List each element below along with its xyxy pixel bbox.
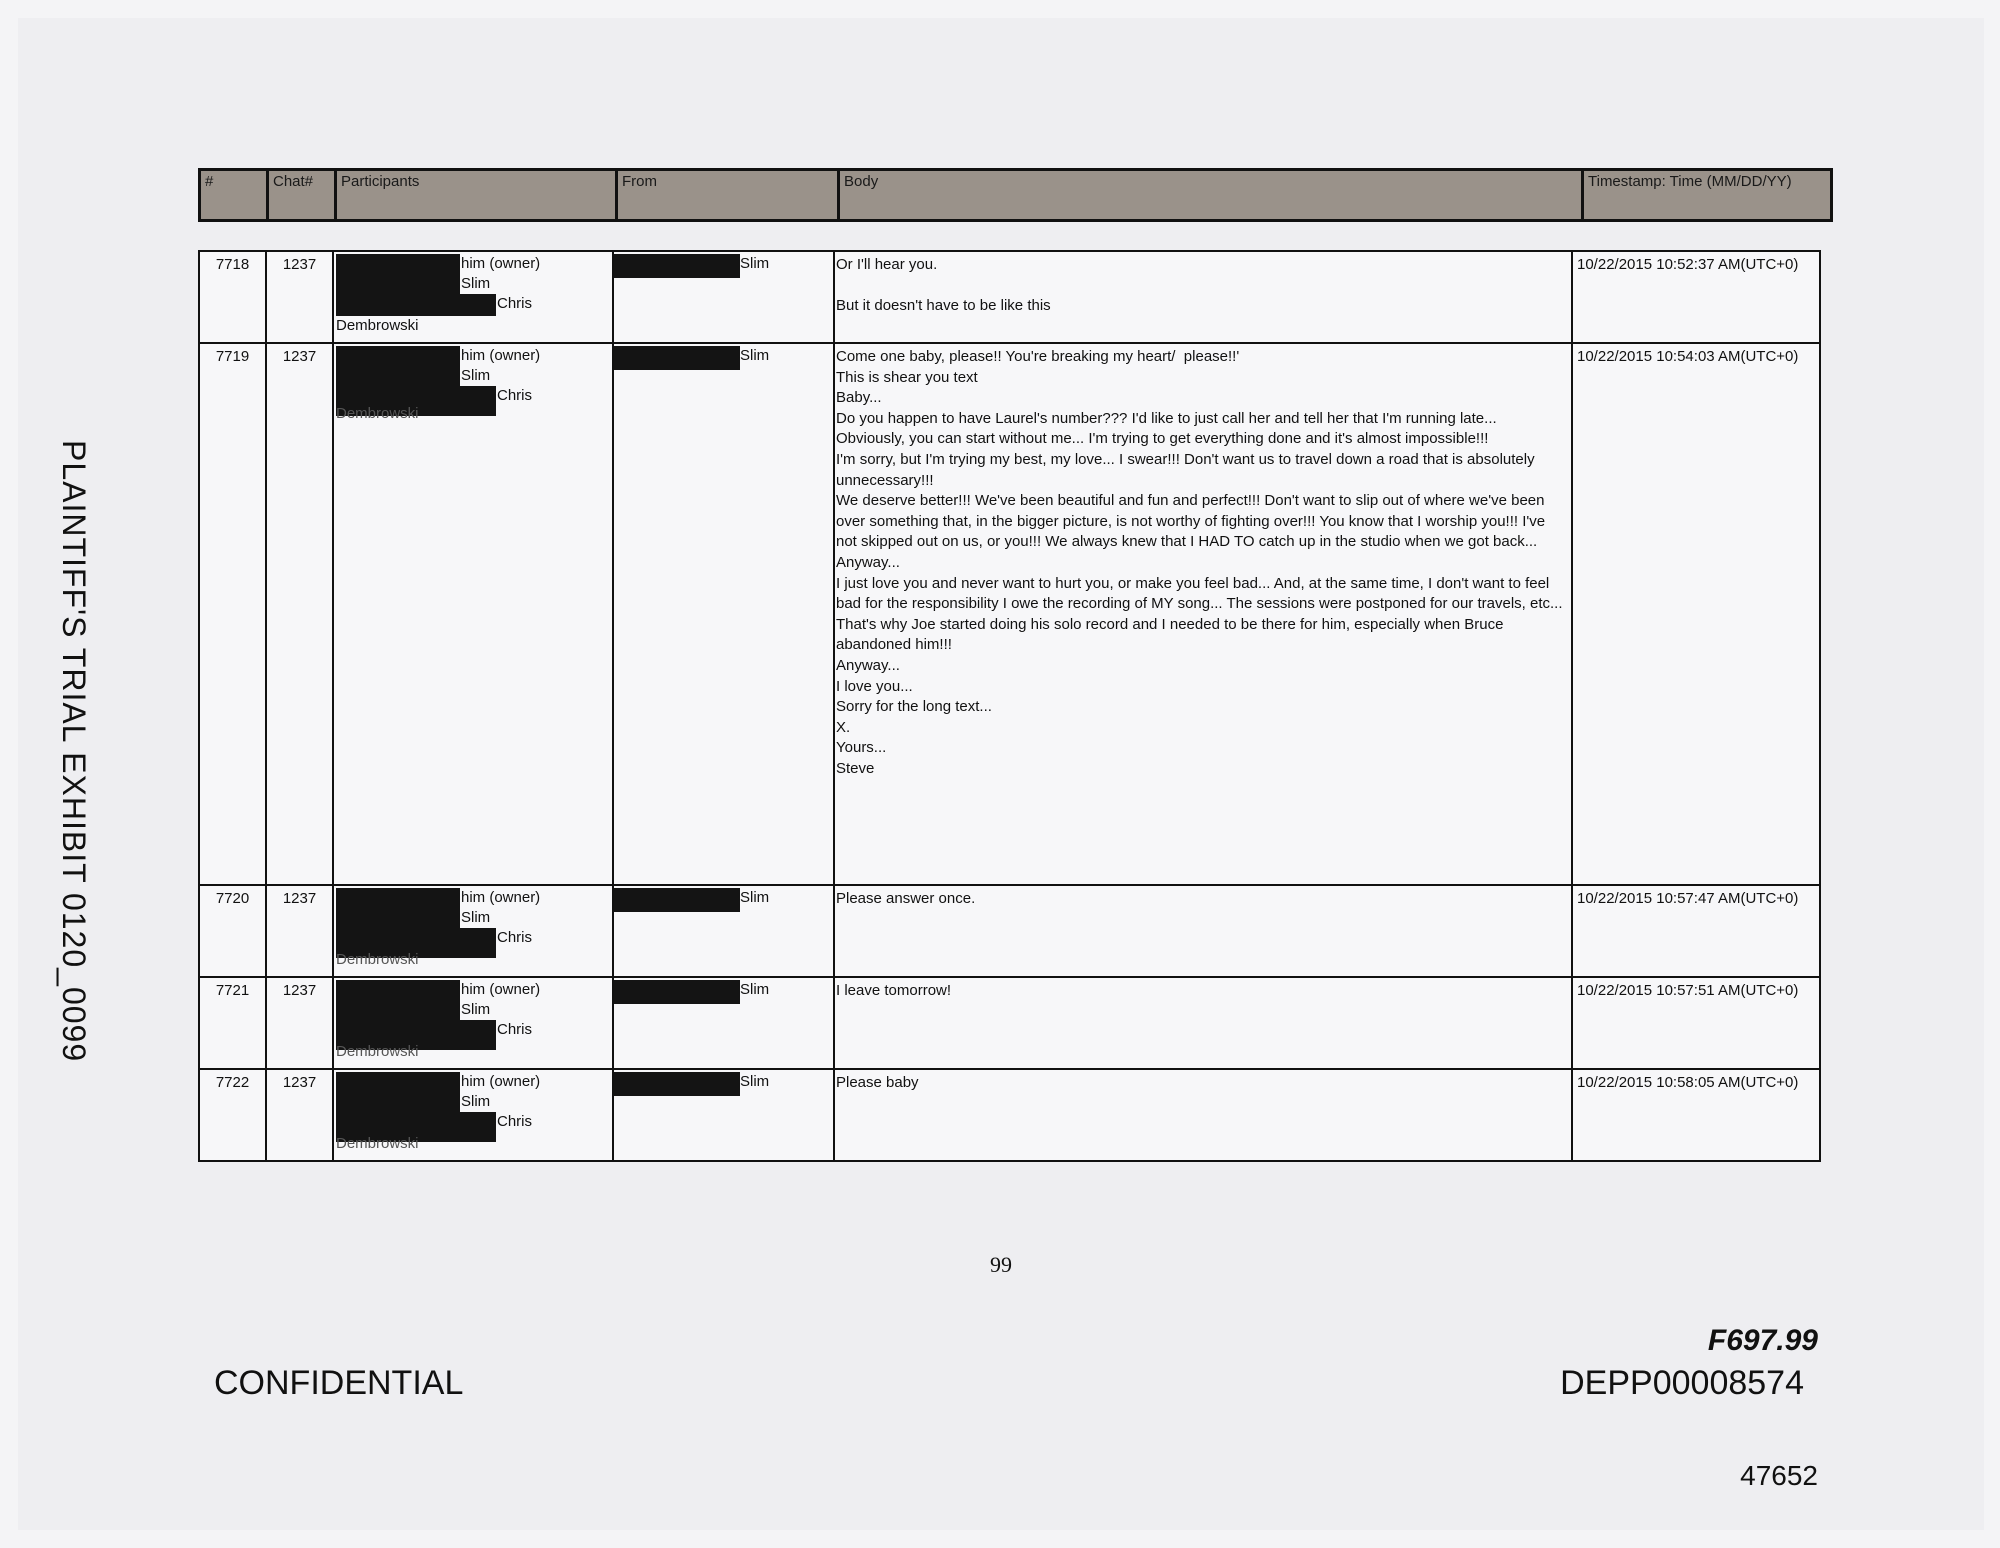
row-number: 7720 (199, 885, 266, 977)
header-row (200, 170, 1832, 221)
row-chat-number: 1237 (266, 343, 333, 885)
row-timestamp: 10/22/2015 10:57:47 AM(UTC+0) (1572, 885, 1820, 977)
row-body: Please baby (834, 1069, 1572, 1161)
redaction-block (336, 346, 460, 366)
table-header (198, 168, 1833, 222)
redaction-block (614, 980, 740, 1004)
participant-line: Slim (461, 275, 491, 292)
redaction-block (336, 888, 460, 908)
confidential-label: CONFIDENTIAL (214, 1364, 464, 1402)
row-timestamp: 10/22/2015 10:57:51 AM(UTC+0) (1572, 977, 1820, 1069)
participant-line: Dembrowski (336, 1135, 419, 1152)
row-number: 7722 (199, 1069, 266, 1161)
row-number: 7719 (199, 343, 266, 885)
redaction-block (336, 1000, 460, 1020)
participant-line: Chris (497, 1021, 533, 1038)
row-from (613, 885, 834, 977)
row-from (613, 1069, 834, 1161)
table-row (199, 251, 1820, 343)
participant-line: Slim (461, 1093, 491, 1110)
participant-line: him (owner) (461, 255, 541, 272)
row-participants (333, 977, 613, 1069)
header-cell-from: From (617, 170, 839, 221)
redaction-block (336, 1092, 460, 1112)
redaction-block (336, 294, 496, 316)
participant-line: him (owner) (461, 889, 541, 906)
row-chat-number: 1237 (266, 251, 333, 343)
row-body: I leave tomorrow! (834, 977, 1572, 1069)
from-name: Slim (740, 255, 770, 272)
row-chat-number: 1237 (266, 885, 333, 977)
redaction-block (336, 1072, 460, 1092)
header-cell-timestamp: Timestamp: Time (MM/DD/YY) (1583, 170, 1832, 221)
header-cell-body: Body (839, 170, 1583, 221)
from-name: Slim (740, 347, 770, 364)
bates-number: DEPP00008574 (1560, 1364, 1804, 1402)
redaction-block (336, 366, 460, 386)
row-participants (333, 251, 613, 343)
table-row (199, 885, 1820, 977)
row-from (613, 251, 834, 343)
header-cell-chat: Chat# (268, 170, 336, 221)
table-row (199, 1069, 1820, 1161)
participant-line: Slim (461, 367, 491, 384)
redaction-block (614, 1072, 740, 1096)
participant-line: him (owner) (461, 1073, 541, 1090)
table-row (199, 977, 1820, 1069)
exhibit-code: F697.99 (1707, 1324, 1818, 1357)
participant-line: him (owner) (461, 981, 541, 998)
participant-line: Dembrowski (336, 317, 419, 334)
row-body: Come one baby, please!! You're breaking my heart/ please!!' This is shear you text Baby... Do you happen to have Laurel's number??? I'd like to just call her and tell her that I'm running late... Obviously, you can start without me... I'm trying to get everything done and it's almost impossible!!! I'm sorry, but I'm trying my best, my love... I swear!!! Don't want us to travel down a road that is absolutely unnecessary!!! We deserve better!!! We've been beautiful and fun and perfect!!! Don't want to slip out of where we've been over something that, in the bigger picture, is not worthy of fighting over!!! You know that I worship you!!! I've not skipped out on us, or you!!! We always knew that I HAD TO catch up in the studio when we got back... Anyway... I just love you and never want to hurt you, or make you feel bad... And, at the same time, I don't want to feel bad for the responsibility I owe the recording of MY song... The sessions were postponed for our travels, etc... That's why Joe started doing his solo record and I needed to be there for him, especially when Bruce abandoned him!!! Anyway... I love you... Sorry for the long text... X. Yours... Steve (834, 343, 1572, 885)
participant-line: Dembrowski (336, 405, 419, 422)
row-participants (333, 1069, 613, 1161)
from-name: Slim (740, 1073, 770, 1090)
from-name: Slim (740, 889, 770, 906)
row-body: Or I'll hear you. But it doesn't have to be like this (834, 251, 1572, 343)
page-id: 47652 (1740, 1460, 1818, 1491)
row-number: 7718 (199, 251, 266, 343)
row-body: Please answer once. (834, 885, 1572, 977)
participant-line: Chris (497, 1113, 533, 1130)
header-cell-participants: Participants (336, 170, 617, 221)
from-name: Slim (740, 981, 770, 998)
row-participants (333, 885, 613, 977)
table-row (199, 343, 1820, 885)
participant-line: Chris (497, 387, 533, 404)
redaction-block (336, 274, 460, 294)
exhibit-side-label (52, 440, 92, 1080)
row-from (613, 343, 834, 885)
row-timestamp: 10/22/2015 10:54:03 AM(UTC+0) (1572, 343, 1820, 885)
redaction-block (614, 888, 740, 912)
participant-line: Dembrowski (336, 951, 419, 968)
redaction-block (336, 254, 460, 274)
row-timestamp: 10/22/2015 10:52:37 AM(UTC+0) (1572, 251, 1820, 343)
row-from (613, 977, 834, 1069)
redaction-block (614, 346, 740, 370)
exhibit-side-label-text: PLAINTIFF'S TRIAL EXHIBIT 0120_0099 (56, 440, 92, 1063)
header-cell-num: # (200, 170, 268, 221)
redaction-block (336, 908, 460, 928)
messages-table (198, 250, 1821, 1162)
participant-line: Dembrowski (336, 1043, 419, 1060)
page-number: 99 (990, 1252, 1012, 1277)
redaction-block (336, 980, 460, 1000)
row-timestamp: 10/22/2015 10:58:05 AM(UTC+0) (1572, 1069, 1820, 1161)
participant-line: Chris (497, 295, 533, 312)
row-chat-number: 1237 (266, 1069, 333, 1161)
row-chat-number: 1237 (266, 977, 333, 1069)
row-number: 7721 (199, 977, 266, 1069)
participant-line: him (owner) (461, 347, 541, 364)
redaction-block (614, 254, 740, 278)
participant-line: Slim (461, 909, 491, 926)
row-participants (333, 343, 613, 885)
participant-line: Slim (461, 1001, 491, 1018)
participant-line: Chris (497, 929, 533, 946)
